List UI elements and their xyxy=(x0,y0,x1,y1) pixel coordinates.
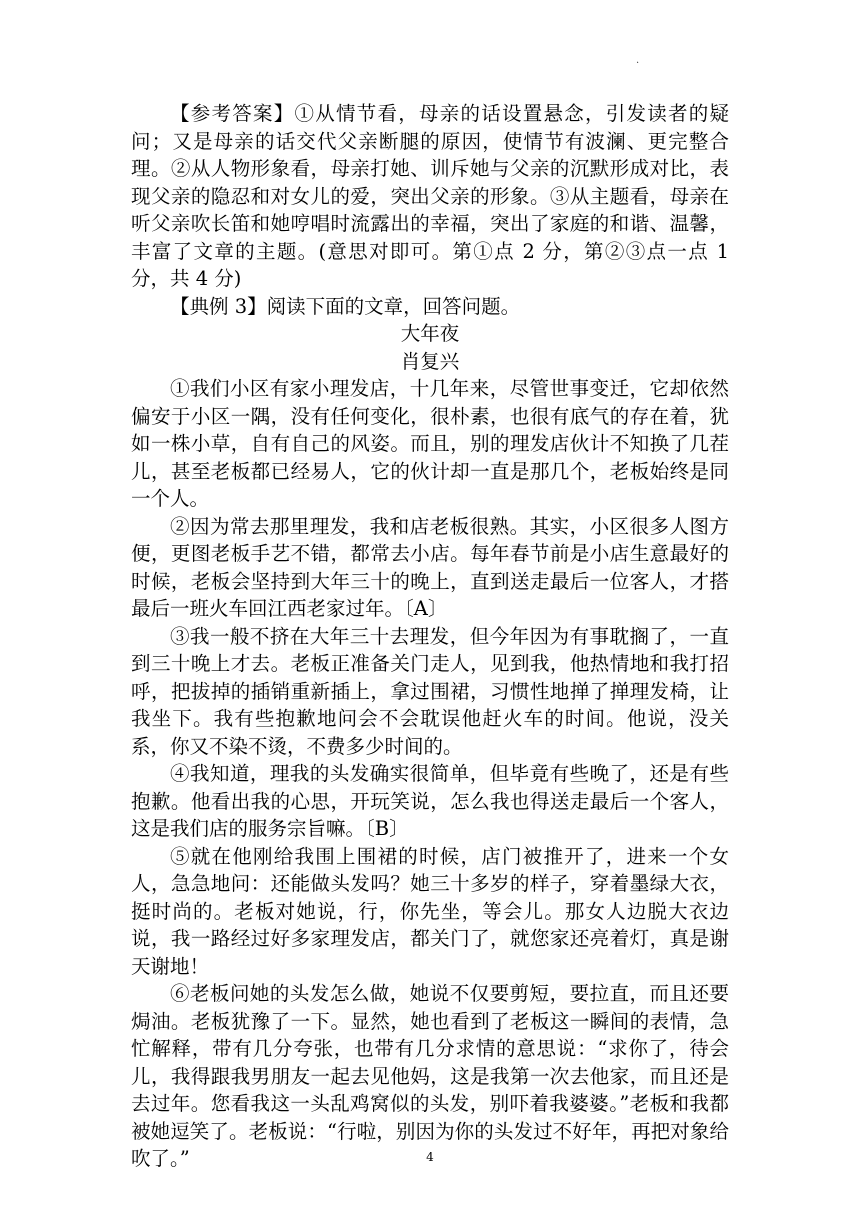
page-number: 4 xyxy=(426,1150,434,1164)
paragraph-1: ①我们小区有家小理发店，十几年来，尽管世事变迁，它却依然偏安于小区一隅，没有任何变化，很朴素，也很有底气的存在着，犹如一株小草，自有自己的风姿。而且，别的理发店伙计不知换了几茬儿，甚至老板都已经易人，它的伙计却一直是那几个，老板始终是同一个人。 xyxy=(131,377,729,510)
paragraph-4: ④我知道，理我的头发确实很简单，但毕竟有些晚了，还是有些抱歉。他看出我的心思，开玩笑说，怎么我也得送走最后一个客人，这是我们店的服务宗旨嘛。〔B〕 xyxy=(131,762,729,840)
reference-answer: 【参考答案】①从情节看，母亲的话设置悬念，引发读者的疑问；又是母亲的话交代父亲断腿的原因，使情节有波澜、更完整合理。②从人物形象看，母亲打她、训斥她与父亲的沉默形成对比，表现父亲的隐忍和对女儿的爱，突出父亲的形象。③从主题看，母亲在听父亲吹长笛和她哼唱时流露出的幸福，突出了家庭的和谐、温馨，丰富了文章的主题。(意思对即可。第①点 2 分，第②③点一点 1 分，共 4 分) xyxy=(131,102,729,290)
example-heading: 【典例 3】阅读下面的文章，回答问题。 xyxy=(170,294,521,318)
paragraph-3: ③我一般不挤在大年三十去理发，但今年因为有事耽搁了，一直到三十晚上才去。老板正准备关门走人，见到我，他热情地和我打招呼，把拔掉的插销重新插上，拿过围裙，习惯性地掸了掸理发椅，让我坐下。我有些抱歉地问会不会耽误他赶火车的时间。他说，没关系，你又不染不烫，不费多少时间的。 xyxy=(131,624,729,758)
paragraph-6: ⑥老板问她的头发怎么做，她说不仅要剪短，要拉直，而且还要焗油。老板犹豫了一下。显然，她也看到了老板这一瞬间的表情，急忙解释，带有几分夸张，也带有几分求情的意思说：“求你了，待会儿，我得跟我男朋友一起去见他妈，这是我第一次去他家，而且还是去过年。您看我这一头乱鸡窝似的头发，别吓着我婆婆。”老板和我都被她逗笑了。老板说：“行啦，别因为你的头发过不好年，再把对象给吹了。” xyxy=(131,982,729,1170)
paragraph-2: ②因为常去那里理发，我和店老板很熟。其实，小区很多人图方便，更图老板手艺不错，都常去小店。每年春节前是小店生意最好的时候，老板会坚持到大年三十的晚上，直到送走最后一位客人，才搭最后一班火车回江西老家过年。〔A〕 xyxy=(131,514,729,620)
document-body xyxy=(131,100,729,1173)
paragraph-5: ⑤就在他刚给我围上围裙的时候，店门被推开了，进来一个女人，急急地问：还能做头发吗？她三十多岁的样子，穿着墨绿大衣，挺时尚的。老板对她说，行，你先坐，等会儿。那女人边脱大衣边说，我一路经过好多家理发店，都关门了，就您家还亮着灯，真是谢天谢地！ xyxy=(131,844,729,978)
article-author: 肖复兴 xyxy=(400,349,460,373)
article-title: 大年夜 xyxy=(400,322,460,345)
header-mark: . xyxy=(636,55,640,66)
